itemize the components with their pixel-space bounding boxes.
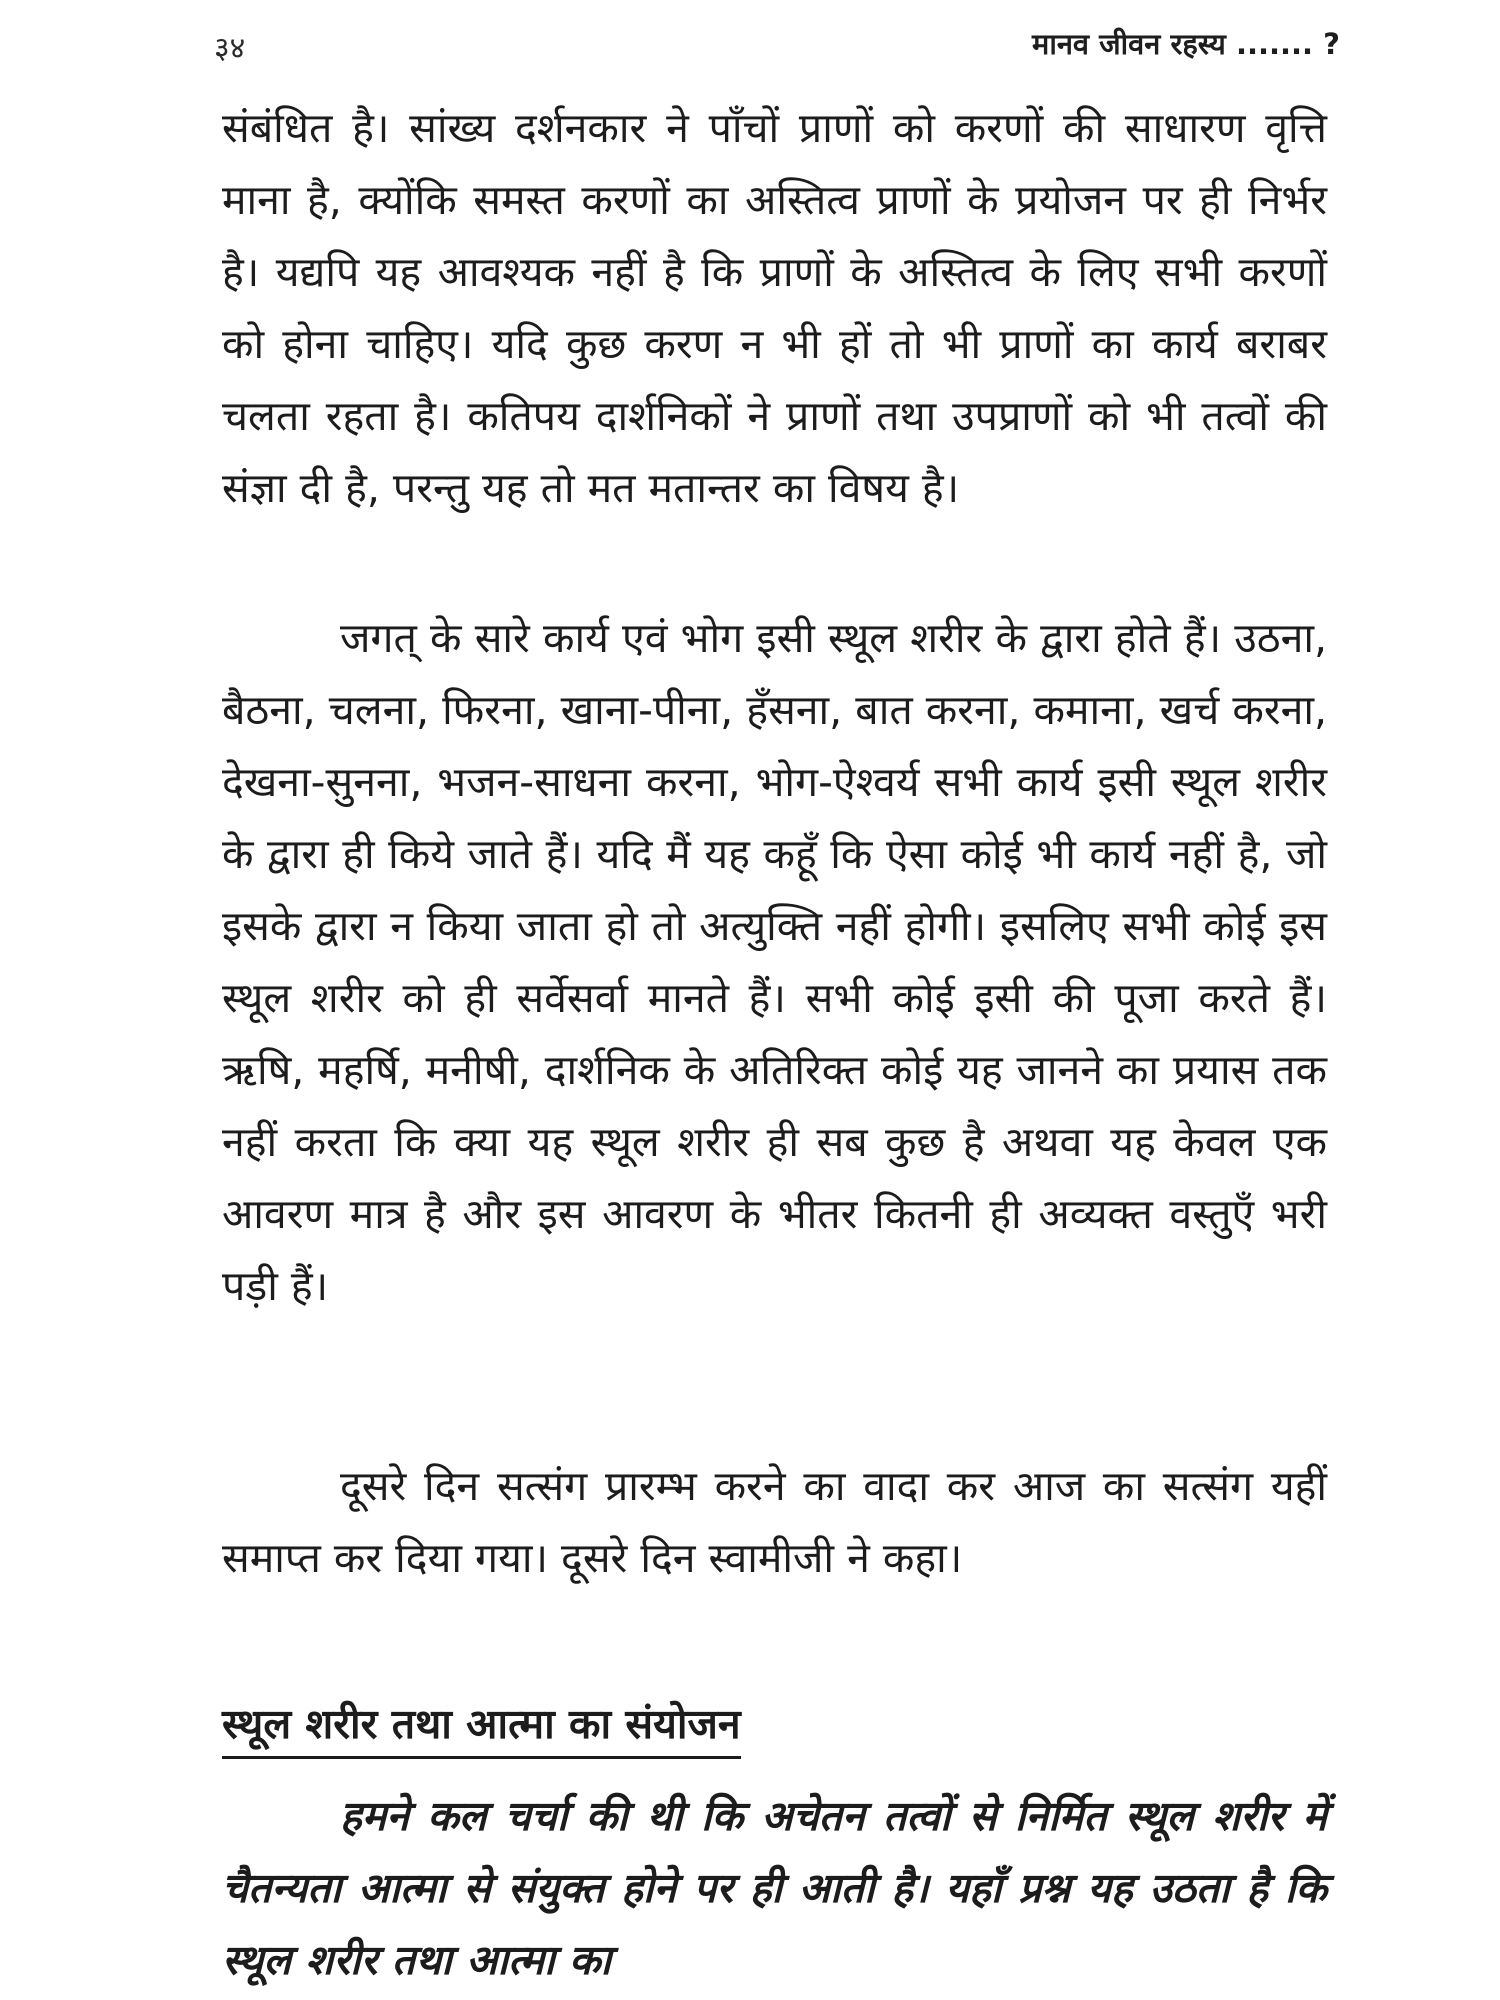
paragraph: जगत् के सारे कार्य एवं भोग इसी स्थूल शरीर के द्वारा होते हैं। उठना, बैठना, चलना, फिरना, खाना-पीना, हँसना, बात करना, कमाना, खर्च करना, देखना-सुनना, भजन-साधना करना, भोग-ऐश्वर्य सभी कार्य इसी स्थूल शरीर के द्वारा ही किये जाते हैं। यदि मैं यह कहूँ कि ऐसा कोई भी कार्य नहीं है, जो इसके द्वारा न किया जाता हो तो अत्युक्ति नहीं होगी। इसलिए सभी कोई इस स्थूल शरीर को ही सर्वेसर्वा मानते हैं। सभी कोई इसी की पूजा करते हैं। ऋषि, महर्षि, मनीषी, दार्शनिक के अतिरिक्त कोई यह जानने का प्रयास तक नहीं करता कि क्या यह स्थूल शरीर ही सब कुछ है अथवा यह केवल एक आवरण मात्र है और इस आवरण के भीतर कितनी ही अव्यक्त वस्तुएँ भरी पड़ी हैं। — [222, 614, 1327, 1310]
page-number: ३४ — [214, 31, 246, 66]
section-heading: स्थूल शरीर तथा आत्मा का संयोजन — [222, 1694, 741, 1759]
paragraph: संबंधित है। सांख्य दर्शनकार ने पाँचों प्राणों को करणों की साधारण वृत्ति माना है, क्योंकि समस्त करणों का अस्तित्व प्राणों के प्रयोजन पर ही निर्भर है। यद्यपि यह आवश्यक नहीं है कि प्राणों के अस्तित्व के लिए सभी करणों को होना चाहिए। यदि कुछ करण न भी हों तो भी प्राणों का कार्य बराबर चलता रहता है। कतिपय दार्शनिकों ने प्राणों तथा उपप्राणों को भी तत्वों की संज्ञा दी है, परन्तु यह तो मत मतान्तर का विषय है। — [222, 104, 1327, 512]
section-intro-paragraph: हमने कल चर्चा की थी कि अचेतन तत्वों से निर्मित स्थूल शरीर में चैतन्यता आत्मा से संयुक्त होने पर ही आती है। यहाँ प्रश्न यह उठता है कि स्थूल शरीर तथा आत्मा का — [222, 1792, 1327, 1984]
running-header: मानव जीवन रहस्य ....... ? — [1031, 27, 1340, 61]
paragraph: दूसरे दिन सत्संग प्रारम्भ करने का वादा कर आज का सत्संग यहीं समाप्त कर दिया गया। दूसरे दिन स्वामीजी ने कहा। — [222, 1462, 1327, 1582]
